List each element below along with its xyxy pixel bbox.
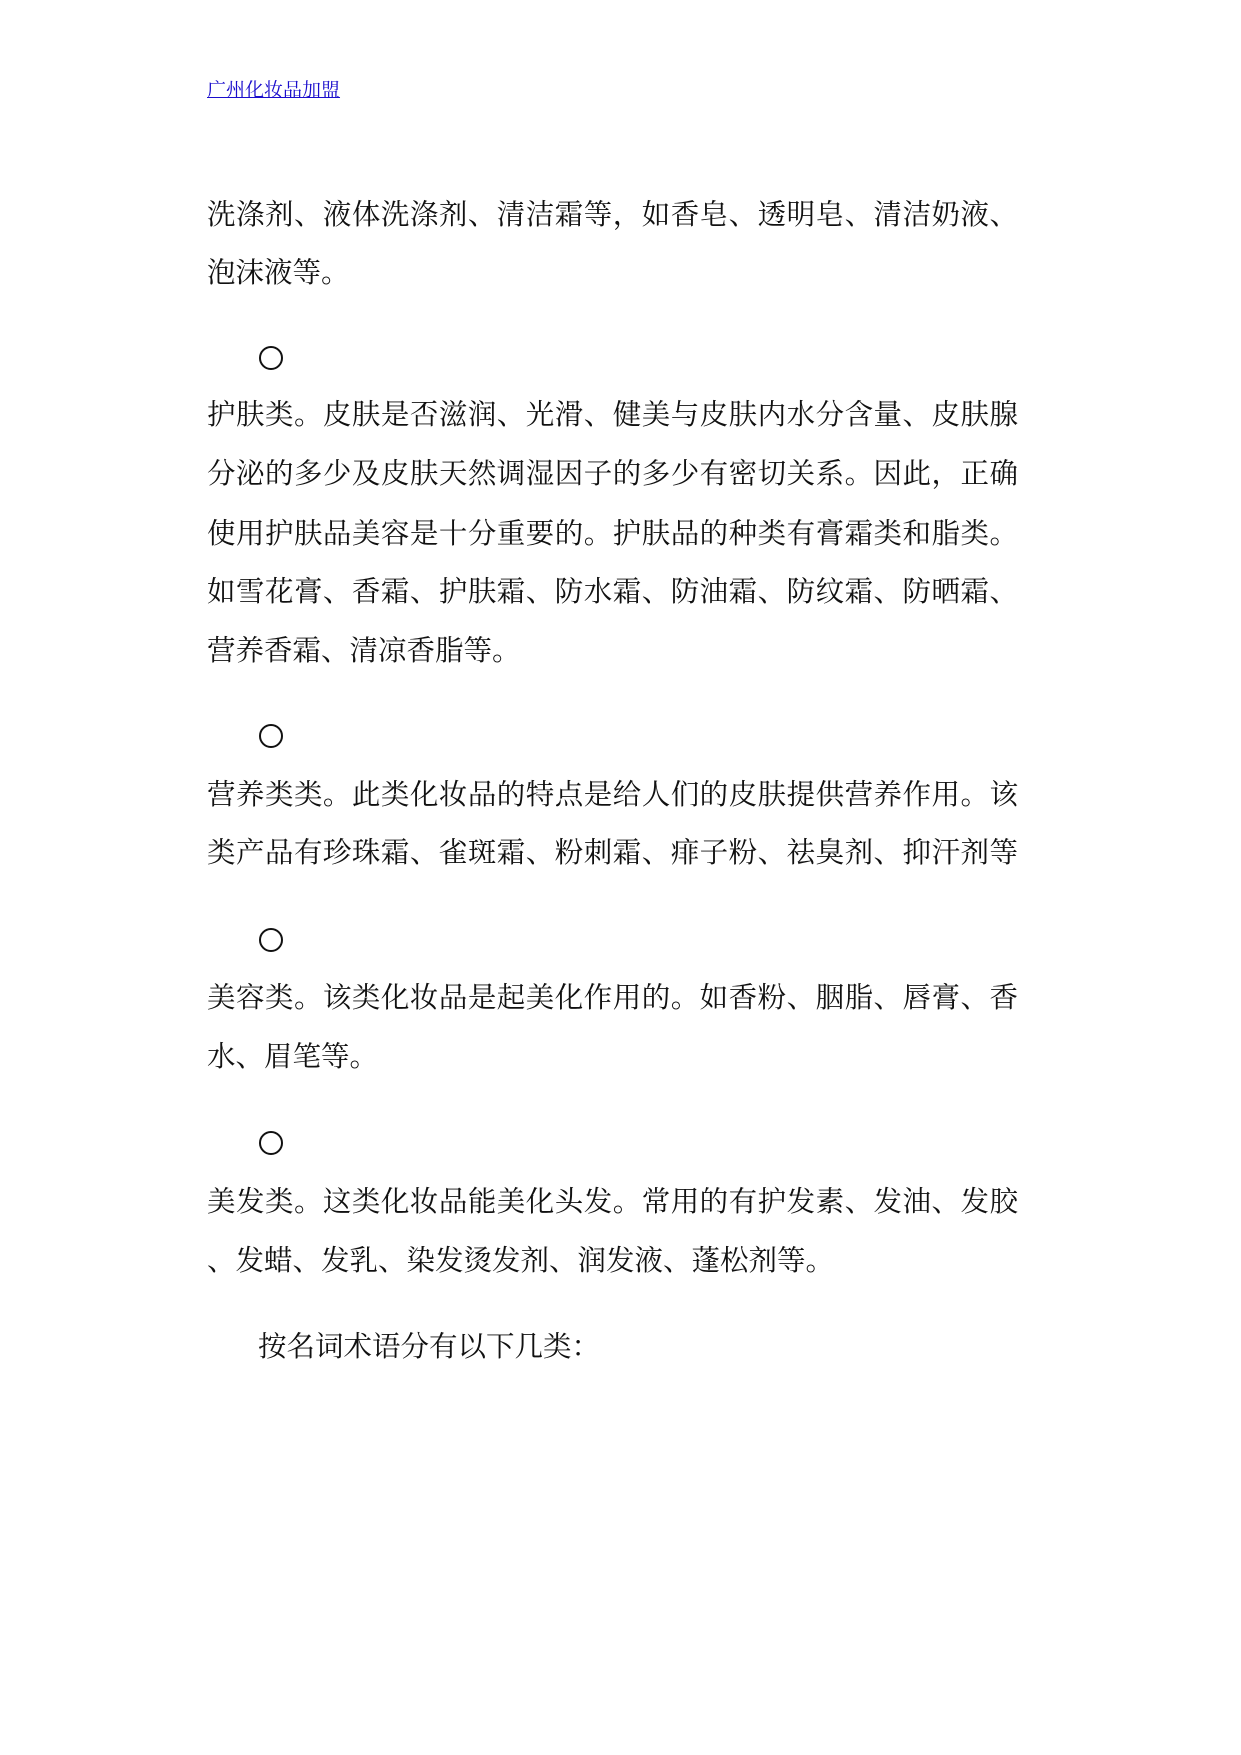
circle-bullet-icon — [259, 346, 283, 370]
paragraph-line: 水、眉笔等。 — [207, 1041, 379, 1073]
paragraph-line: 美发类。这类化妆品能美化头发。常用的有护发素、发油、发胶 — [207, 1186, 1018, 1218]
paragraph-line: 分泌的多少及皮肤天然调湿因子的多少有密切关系。因此，正确 — [207, 458, 1018, 490]
paragraph-line: 如雪花膏、香霜、护肤霜、防水霜、防油霜、防纹霜、防晒霜、 — [207, 576, 1018, 608]
circle-bullet-icon — [259, 1131, 283, 1155]
paragraph-line: 营养香霜、清凉香脂等。 — [207, 635, 521, 667]
header-link[interactable]: 广州化妆品加盟 — [207, 79, 341, 101]
paragraph-line: 美容类。该类化妆品是起美化作用的。如香粉、胭脂、唇膏、香 — [207, 982, 1018, 1014]
paragraph-line: 泡沫液等。 — [207, 257, 350, 289]
circle-bullet-icon — [259, 928, 283, 952]
paragraph-line: 、发蜡、发乳、染发烫发剂、润发液、蓬松剂等。 — [207, 1245, 835, 1277]
paragraph-line: 营养类类。此类化妆品的特点是给人们的皮肤提供营养作用。该 — [207, 779, 1018, 811]
section-intro-line: 按名词术语分有以下几类： — [258, 1331, 601, 1363]
paragraph-line: 类产品有珍珠霜、雀斑霜、粉刺霜、痱子粉、祛臭剂、抑汗剂等 — [207, 837, 1018, 869]
paragraph-line: 使用护肤品美容是十分重要的。护肤品的种类有膏霜类和脂类。 — [207, 518, 1018, 550]
paragraph-line: 洗涤剂、液体洗涤剂、清洁霜等，如香皂、透明皂、清洁奶液、 — [207, 199, 1018, 231]
paragraph-line: 护肤类。皮肤是否滋润、光滑、健美与皮肤内水分含量、皮肤腺 — [207, 399, 1018, 431]
circle-bullet-icon — [259, 724, 283, 748]
